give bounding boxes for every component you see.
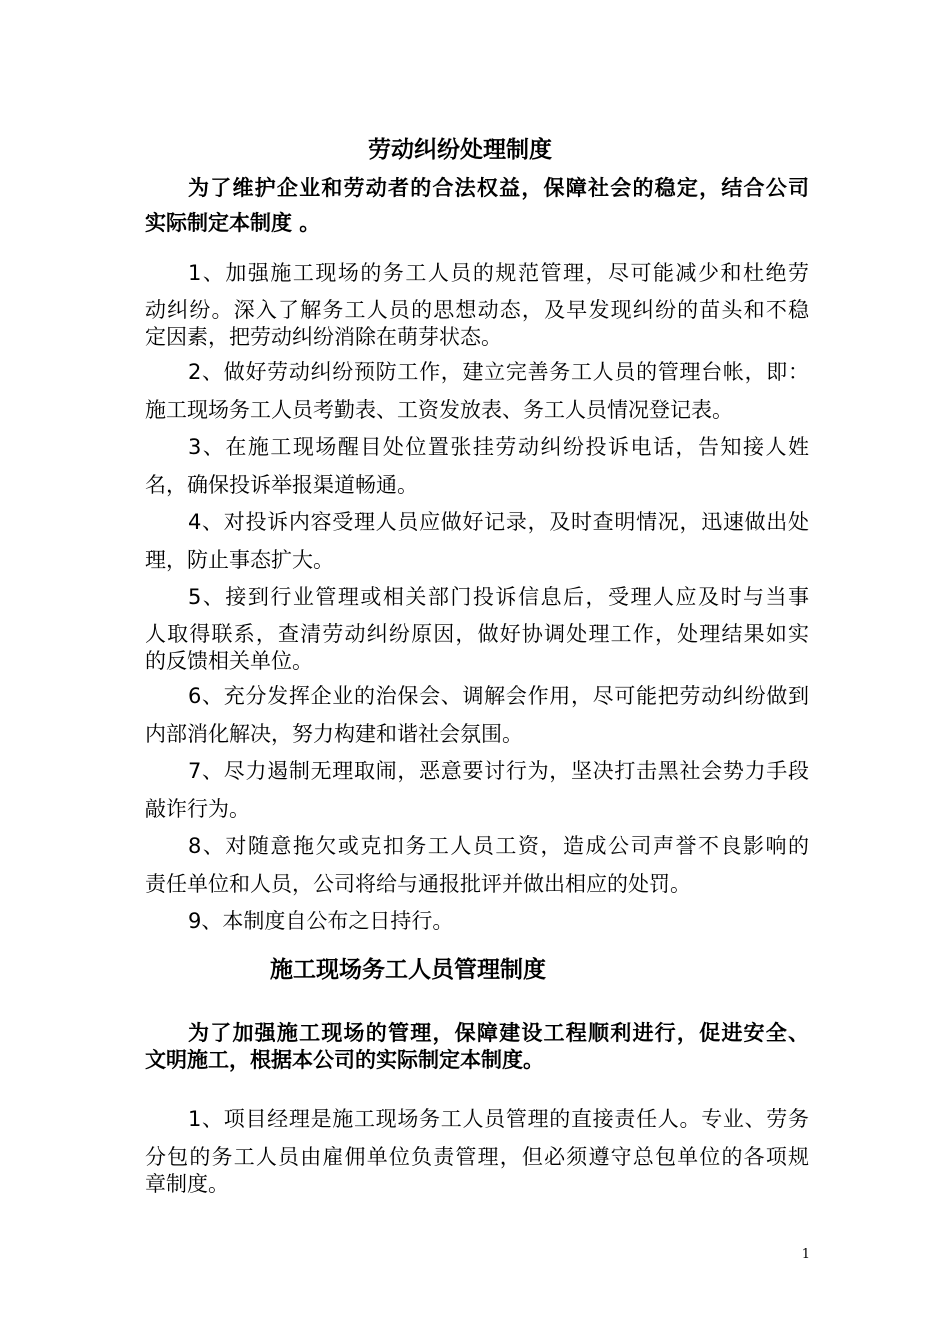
item1-4-line-2: 理，防止事态扩大。: [145, 548, 334, 572]
intro1-line-1: 为了维护企业和劳动者的合法权益，保障社会的稳定，结合公司: [188, 176, 809, 200]
item1-2-line-1: 2、做好劳动纠纷预防工作，建立完善务工人员的管理台帐，即：: [188, 360, 809, 384]
intro1-line-2: 实际制定本制度 。: [145, 211, 321, 235]
item1-6-line-2: 内部消化解决，努力构建和谐社会氛围。: [145, 722, 523, 746]
intro2-line-1: 为了加强施工现场的管理，保障建设工程顺利进行，促进安全、: [188, 1021, 809, 1045]
item1-7-line-2: 敲诈行为。: [145, 797, 250, 821]
item1-6-line-1: 6、充分发挥企业的治保会、调解会作用，尽可能把劳动纠纷做到: [188, 684, 809, 708]
item1-2-line-2: 施工现场务工人员考勤表、工资发放表、务工人员情况登记表。: [145, 398, 733, 422]
item1-7-line-1: 7、尽力遏制无理取闹，恶意要讨行为，坚决打击黑社会势力手段: [188, 759, 809, 783]
item1-4-line-1: 4、对投诉内容受理人员应做好记录，及时查明情况，迅速做出处: [188, 510, 809, 534]
item1-1-line-2: 动纠纷。深入了解务工人员的思想动态，及早发现纠纷的苗头和不稳: [145, 298, 809, 322]
item1-1-line-1: 1、加强施工现场的务工人员的规范管理，尽可能减少和杜绝劳: [188, 261, 809, 285]
item1-5-line-1: 5、接到行业管理或相关部门投诉信息后，受理人应及时与当事: [188, 585, 809, 609]
item1-9-line-1: 9、本制度自公布之日持行。: [188, 909, 454, 933]
title-labor-dispute: 劳动纠纷处理制度: [368, 137, 552, 163]
title-worker-management: 施工现场务工人员管理制度: [270, 957, 546, 983]
item1-5-line-3: 的反馈相关单位。: [145, 649, 313, 673]
item1-1-line-3: 定因素，把劳动纠纷消除在萌芽状态。: [145, 325, 502, 349]
intro2-line-2: 文明施工，根据本公司的实际制定本制度。: [145, 1048, 544, 1072]
item2-1-line-2: 分包的务工人员由雇佣单位负责管理，但必须遵守总包单位的各项规: [145, 1145, 809, 1169]
item1-3-line-2: 名，确保投诉举报渠道畅通。: [145, 473, 418, 497]
item1-5-line-2: 人取得联系，查清劳动纠纷原因，做好协调处理工作，处理结果如实: [145, 622, 809, 646]
item1-8-line-1: 8、对随意拖欠或克扣务工人员工资，造成公司声誉不良影响的: [188, 834, 809, 858]
item1-8-line-2: 责任单位和人员，公司将给与通报批评并做出相应的处罚。: [145, 872, 691, 896]
page-number: 1: [801, 1247, 810, 1262]
item2-1-line-3: 章制度。: [145, 1172, 229, 1196]
item2-1-line-1: 1、项目经理是施工现场务工人员管理的直接责任人。专业、劳务: [188, 1107, 809, 1131]
item1-3-line-1: 3、在施工现场醒目处位置张挂劳动纠纷投诉电话，告知接人姓: [188, 435, 809, 459]
